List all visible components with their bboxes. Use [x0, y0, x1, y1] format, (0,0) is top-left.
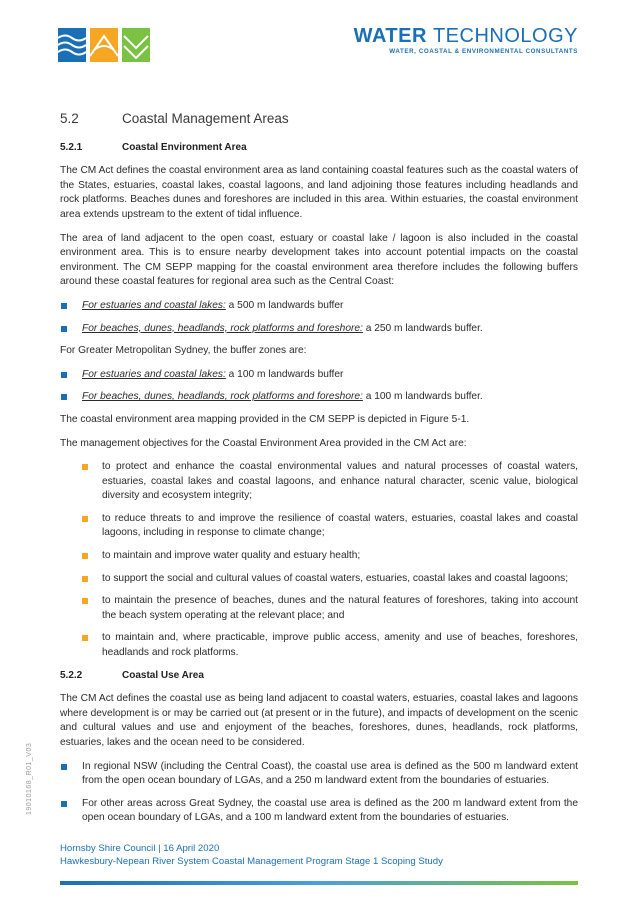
paragraph: The area of land adjacent to the open coast, estuary or coastal lake / lagoon is also included in the coastal environment area. This is to ensure nearby development takes into account potential impacts on the coastal environment. The CM SEPP mapping for the coastal environment area therefore includes the following buffers around these coastal features for regional area such as the Central Coast: [60, 232, 578, 288]
item-text: to protect and enhance the coastal environmental values and natural processes of coastal waters, estuaries, coastal lakes and coastal lagoons, and enhance natural character, scenic value, biological diversity and ecosystem integrity; [102, 461, 578, 502]
item-label: For estuaries and coastal lakes: [82, 368, 226, 380]
coastal-use-list [60, 760, 578, 826]
brand-tagline: WATER, COASTAL & ENVIRONMENTAL CONSULTANTS [389, 48, 578, 55]
subsection-number: 5.2.2 [60, 669, 83, 681]
subsection-title: Coastal Environment Area [122, 141, 247, 153]
item-text: to maintain and, where practicable, improve public access, amenity and use of beaches, foreshores, headlands and rock platforms. [102, 632, 578, 659]
paragraph: The CM Act defines the coastal environment area as land containing coastal features such as the coastal waters of the States, estuaries, coastal lakes, coastal lagoons, and land adjoining those features including headlands and rock platforms. Beaches dunes and foreshores are included in this area. Within estuaries, the coastal environment area extends upstream to the extent of tidal influence. [60, 165, 578, 220]
footer-client-date: Hornsby Shire Council | 16 April 2020 [60, 843, 220, 854]
paragraph: For Greater Metropolitan Sydney, the buffer zones are: [60, 345, 307, 357]
document-body [60, 108, 578, 834]
bullet-icon [82, 464, 88, 470]
list-item [60, 368, 578, 383]
bullet-icon [82, 598, 88, 604]
list-item [60, 760, 578, 789]
paragraph: The management objectives for the Coastal Environment Area provided in the CM Act are: [60, 437, 467, 449]
item-text: to reduce threats to and improve the resilience of coastal waters, estuaries, coastal lakes and coastal lagoons, including in response to climate change; [102, 512, 578, 539]
item-text: For other areas across Great Sydney, the coastal use area is defined as the 200 m landward extent from the open ocean boundary of LGAs, and a 100 m landward extent from the boundaries of estuaries. [82, 797, 578, 824]
paragraph: The coastal environment area mapping provided in the CM SEPP is depicted in Figure 5-1. [60, 413, 470, 425]
item-text: a 100 m landwards buffer. [362, 391, 483, 403]
company-logo [58, 28, 150, 62]
brand-block [354, 26, 578, 55]
item-text: to maintain and improve water quality and estuary health; [102, 550, 361, 562]
brand-name-bold: WATER [353, 25, 427, 47]
item-text: a 500 m landwards buffer [225, 299, 344, 311]
list-item [60, 460, 578, 504]
brand-name-thin: TECHNOLOGY [432, 25, 578, 47]
list-item [60, 299, 578, 314]
bullet-icon [82, 553, 88, 559]
bullet-icon [82, 576, 88, 582]
bullet-icon [82, 516, 88, 522]
list-item [60, 594, 578, 623]
section-number: 5.2 [60, 111, 79, 126]
subsection-heading-5-2-1 [60, 141, 578, 156]
footer-colour-bar [60, 872, 578, 876]
bullet-icon [61, 801, 67, 807]
item-text: a 250 m landwards buffer. [362, 322, 483, 334]
document-code [26, 715, 38, 815]
item-text: In regional NSW (including the Central Coast), the coastal use area is defined as the 500 m landward extent from the open ocean boundary of LGAs, and a 250 m landward extent from the boundaries of estuaries. [82, 760, 578, 787]
regional-buffer-list [60, 299, 578, 336]
item-label: For estuaries and coastal lakes: [82, 299, 226, 311]
item-text: to support the social and cultural values of coastal waters, estuaries, coastal lakes and coastal lagoons; [102, 572, 569, 584]
bullet-icon [82, 635, 88, 641]
section-heading [60, 112, 578, 127]
item-label: For beaches, dunes, headlands, rock platforms and foreshore: [82, 322, 363, 334]
item-text: a 100 m landwards buffer [225, 368, 344, 380]
bullet-icon [61, 372, 67, 378]
list-item [60, 549, 578, 564]
bullet-icon [61, 394, 67, 400]
document-code-text: 19010168_R01_V03 [26, 742, 33, 815]
subsection-number: 5.2.1 [60, 141, 83, 153]
footer-report-title: Hawkesbury-Nepean River System Coastal Management Program Stage 1 Scoping Study [60, 855, 443, 867]
sydney-buffer-list [60, 368, 578, 405]
list-item [60, 390, 578, 405]
item-text: to maintain the presence of beaches, dunes and the natural features of foreshores, taking into account the beach system operating at the relevant place; and [102, 595, 578, 621]
section-title: Coastal Management Areas [122, 111, 289, 126]
list-item [60, 512, 578, 541]
list-item [60, 572, 578, 587]
list-item [60, 631, 578, 660]
list-item [60, 797, 578, 826]
paragraph: The CM Act defines the coastal use as being land adjacent to coastal waters, estuaries, coastal lakes and lagoons where development is or may be carried out (at present or in the future), and impacts of development on the scenic and cultural values and use and enjoyment of the beaches, foreshores, dunes, headlands, rock platforms, estuaries, lakes and the ocean need to be considered. [60, 693, 578, 748]
item-label: For beaches, dunes, headlands, rock platforms and foreshore: [82, 391, 363, 403]
bullet-icon [61, 764, 67, 770]
bullet-icon [61, 303, 67, 309]
list-item [60, 322, 578, 337]
subsection-title: Coastal Use Area [122, 669, 204, 681]
bullet-icon [61, 326, 67, 332]
objectives-list [60, 460, 578, 661]
page-footer [60, 843, 443, 868]
brand-name [354, 26, 578, 46]
subsection-heading-5-2-2 [60, 669, 578, 684]
